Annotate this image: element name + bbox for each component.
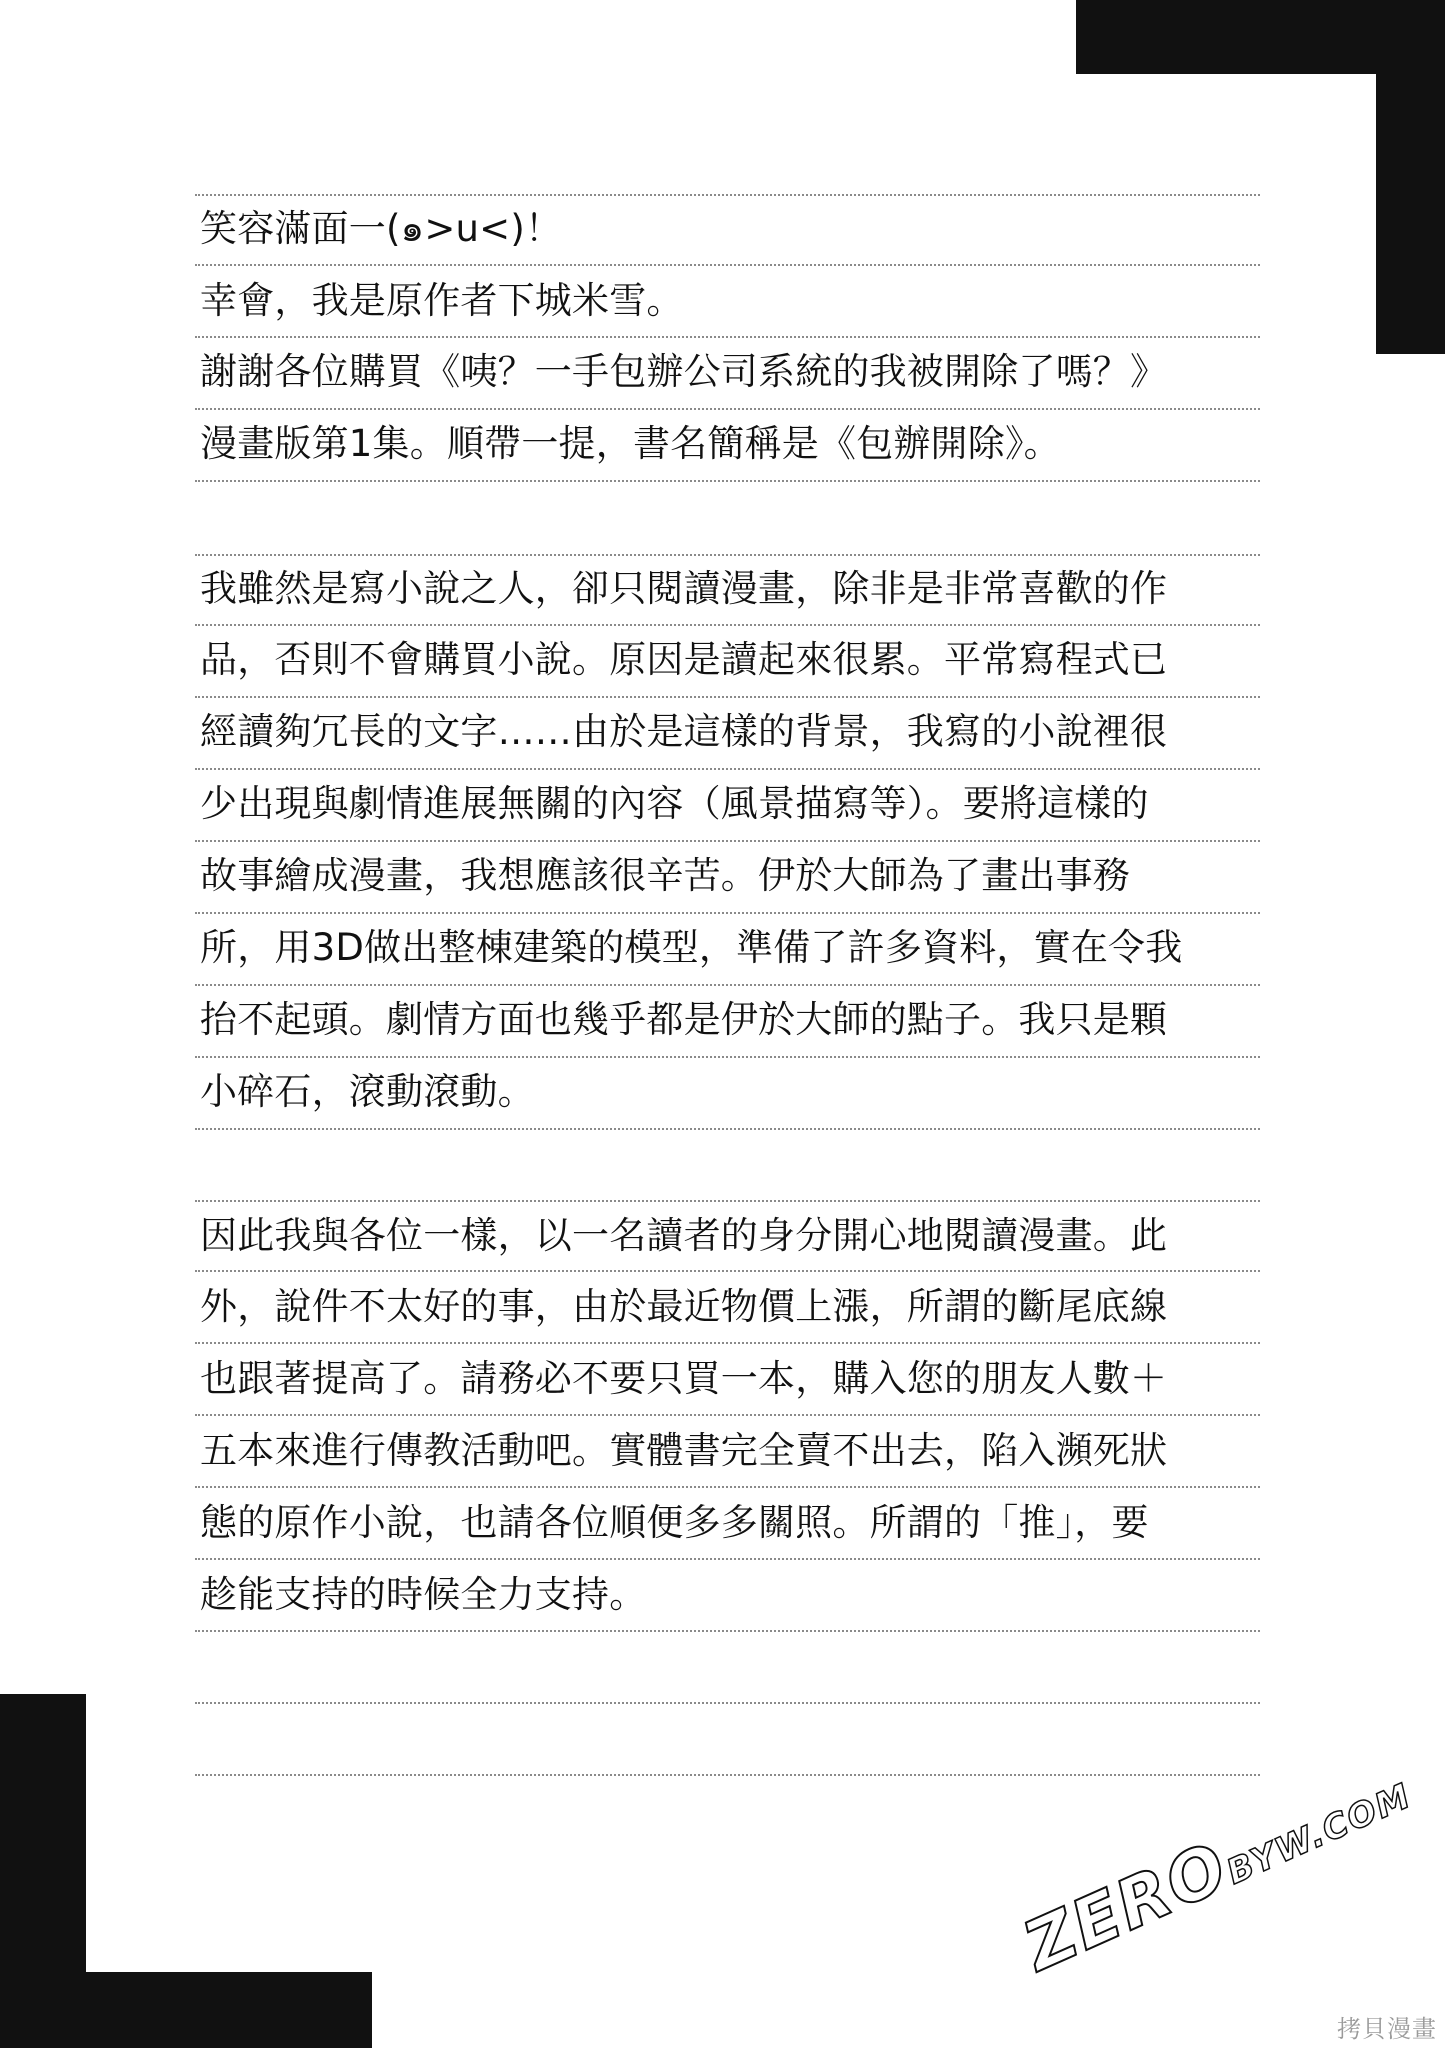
text-line: 五本來進行傳教活動吧。實體書完全賣不出去，陷入瀕死狀 <box>200 1429 1168 1472</box>
ruled-line <box>195 1128 1260 1130</box>
ruled-line <box>195 194 1260 196</box>
text-line: 態的原作小說，也請各位順便多多關照。所謂的「推」，要 <box>200 1501 1149 1544</box>
ruled-line <box>195 768 1260 770</box>
text-line: 因此我與各位一樣，以一名讀者的身分開心地閱讀漫畫。此 <box>200 1214 1168 1257</box>
corner-block-left <box>0 1694 86 2048</box>
text-line: 所，用3D做出整棟建築的模型，準備了許多資料，實在令我 <box>200 926 1183 969</box>
text-line: 我雖然是寫小說之人，卻只閱讀漫畫，除非是非常喜歡的作 <box>200 567 1168 610</box>
ruled-line <box>195 696 1260 698</box>
text-line: 抬不起頭。劇情方面也幾乎都是伊於大師的點子。我只是顆 <box>200 998 1168 1041</box>
ruled-line <box>195 554 1260 556</box>
ruled-line <box>195 1558 1260 1560</box>
ruled-line <box>195 408 1260 410</box>
ruled-line <box>195 1200 1260 1202</box>
watermark-small: BYW.COM <box>1220 1775 1418 1893</box>
ruled-line <box>195 1270 1260 1272</box>
ruled-line <box>195 624 1260 626</box>
ruled-line <box>195 1774 1260 1776</box>
ruled-line <box>195 984 1260 986</box>
ruled-line <box>195 1342 1260 1344</box>
ruled-line <box>195 1414 1260 1416</box>
text-line: 品，否則不會購買小說。原因是讀起來很累。平常寫程式已 <box>200 638 1168 681</box>
text-line: 笑容滿面一(๑>u<)！ <box>200 207 563 250</box>
ruled-line <box>195 336 1260 338</box>
ruled-line <box>195 480 1260 482</box>
watermark-logo <box>1013 1747 1421 1987</box>
text-line: 漫畫版第1集。順帶一提，書名簡稱是《包辦開除》。 <box>200 422 1061 465</box>
ruled-line <box>195 1056 1260 1058</box>
text-line: 經讀夠冗長的文字……由於是這樣的背景，我寫的小說裡很 <box>200 710 1168 753</box>
text-line: 也跟著提高了。請務必不要只買一本，購入您的朋友人數＋ <box>200 1357 1168 1400</box>
site-label: 拷貝漫畫 <box>1337 2015 1437 2043</box>
ruled-line <box>195 1702 1260 1704</box>
ruled-line <box>195 1486 1260 1488</box>
ruled-line <box>195 840 1260 842</box>
watermark-main: ZERO <box>1012 1827 1241 1987</box>
ruled-line <box>195 912 1260 914</box>
text-line: 小碎石，滾動滾動。 <box>200 1070 535 1113</box>
corner-block-right <box>1376 74 1445 354</box>
text-line: 故事繪成漫畫，我想應該很辛苦。伊於大師為了畫出事務 <box>200 854 1130 897</box>
corner-block-bottom <box>86 1972 372 2048</box>
text-line: 少出現與劇情進展無關的內容（風景描寫等）。要將這樣的 <box>200 782 1149 825</box>
corner-block-top <box>1076 0 1445 74</box>
text-line: 謝謝各位購買《咦？一手包辦公司系統的我被開除了嗎？》 <box>200 350 1168 393</box>
text-line: 幸會，我是原作者下城米雪。 <box>200 279 684 322</box>
ruled-line <box>195 1630 1260 1632</box>
text-line: 趁能支持的時候全力支持。 <box>200 1573 647 1616</box>
ruled-line <box>195 264 1260 266</box>
text-line: 外，說件不太好的事，由於最近物價上漲，所謂的斷尾底線 <box>200 1285 1168 1328</box>
